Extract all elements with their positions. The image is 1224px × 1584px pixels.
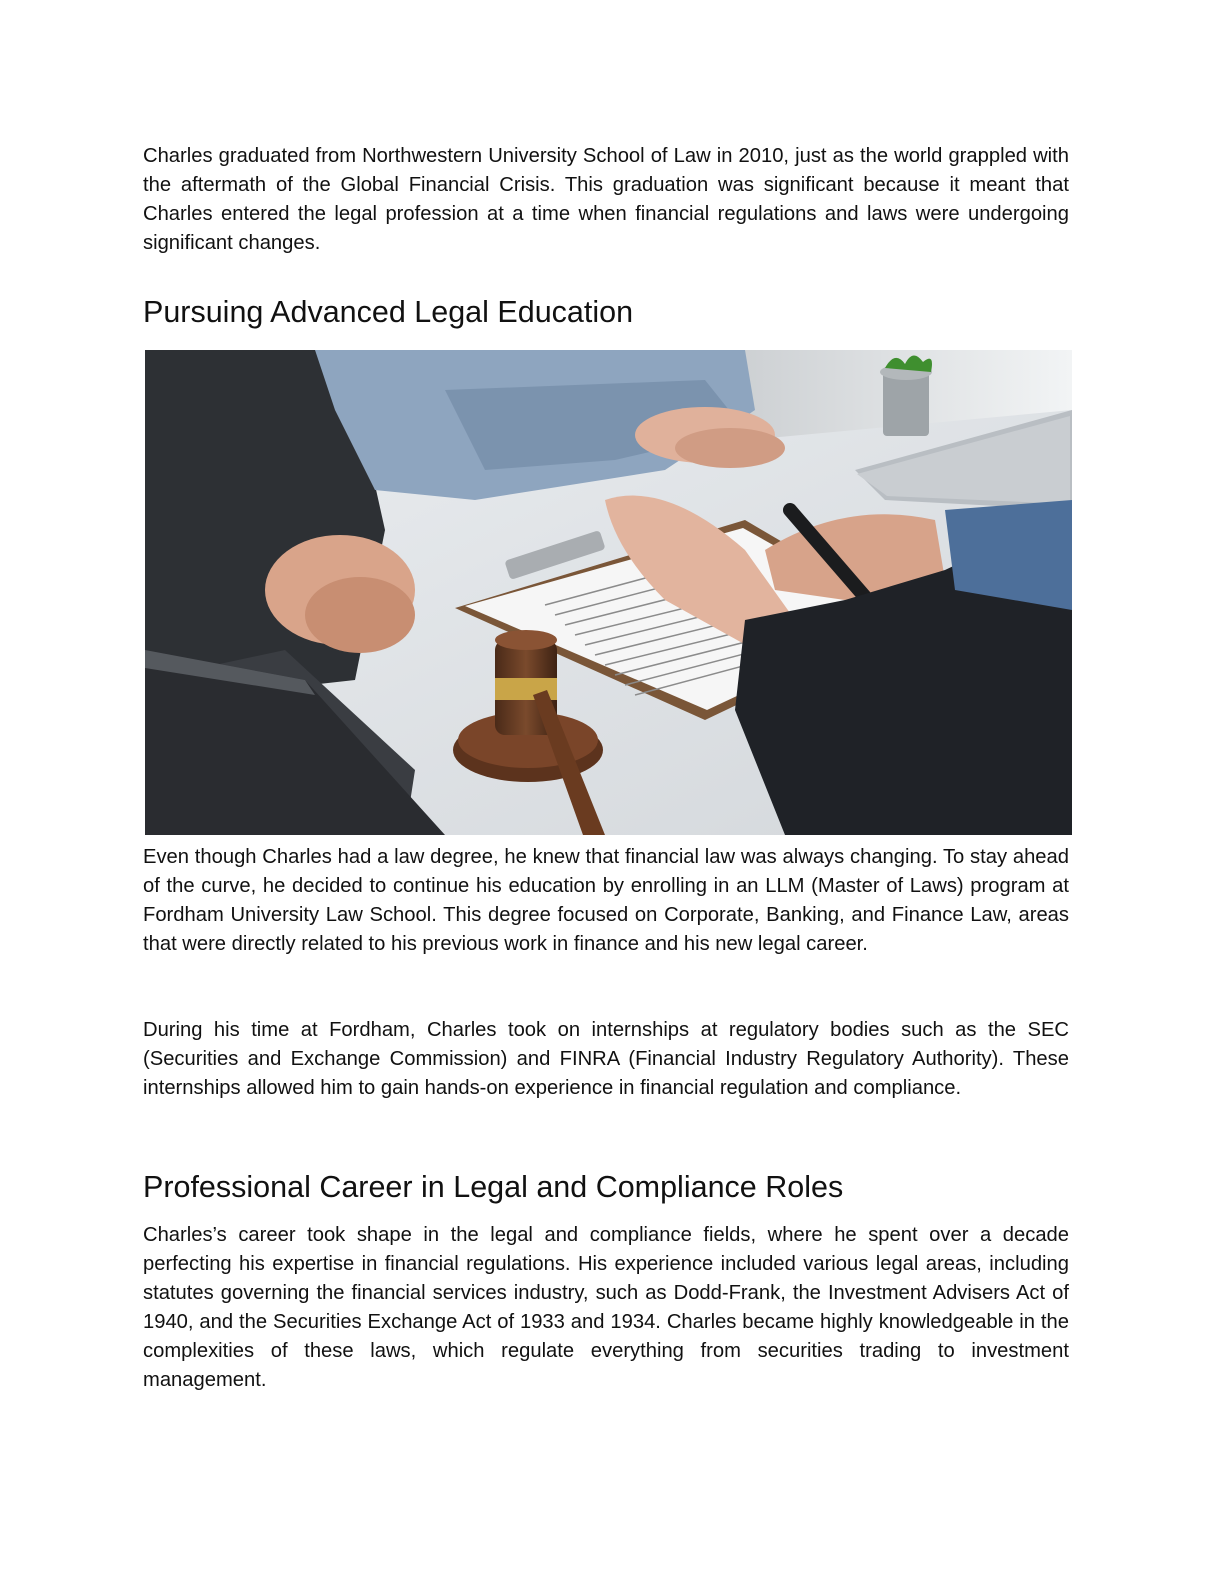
internships-paragraph: During his time at Fordham, Charles took on internships at regulatory bodies such as the SEC (Securities and Exchange Commission) and FINRA (Financial Industry Regulatory Authority). These internships allowed him to gain hands-on experience in financial regulation and compliance.	[143, 1019, 1069, 1099]
legal-meeting-photo	[145, 350, 1072, 835]
section-heading-career: Professional Career in Legal and Compliance Roles	[143, 1170, 844, 1204]
llm-paragraph: Even though Charles had a law degree, he knew that financial law was always changing. To stay ahead of the curve, he decided to continue his education by enrolling in an LLM (Master of Laws) program at Fordham University Law School. This degree focused on Corporate, Banking, and Finance Law, areas that were directly related to his previous work in finance and his new legal career.	[143, 846, 1069, 955]
intro-paragraph: Charles graduated from Northwestern University School of Law in 2010, just as the world grappled with the aftermath of the Global Financial Crisis. This graduation was significant because it meant that Charles entered the legal profession at a time when financial regulations and laws were undergoing significant changes.	[143, 145, 1069, 254]
section-heading-education: Pursuing Advanced Legal Education	[143, 295, 634, 329]
career-paragraph: Charles’s career took shape in the legal and compliance fields, where he spent over a decade perfecting his expertise in financial regulations. His experience included various legal areas, including statutes governing the financial services industry, such as Dodd-Frank, the Investment Advisers Act of 1940, and the Securities Exchange Act of 1933 and 1934. Charles became highly knowledgeable in the complexities of these laws, which regulate everything from securities trading to investment management.	[143, 1224, 1069, 1391]
